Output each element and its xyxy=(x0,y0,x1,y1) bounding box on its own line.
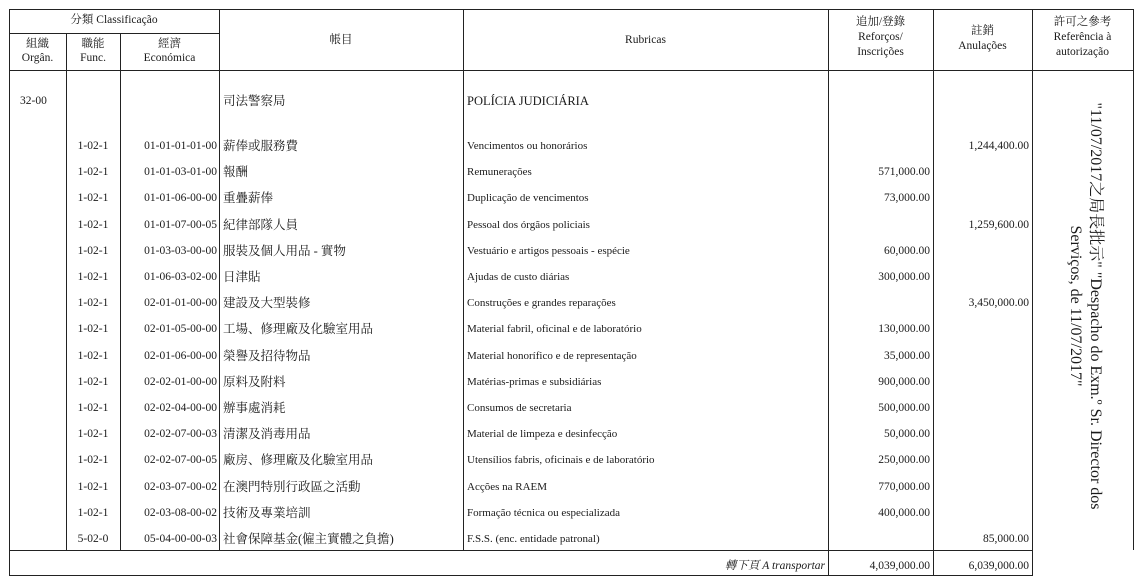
row-func-code: 1-02-1 xyxy=(77,297,109,309)
row-reforco-value: 300,000.00 xyxy=(878,271,930,283)
header-titulo-cn: 帳目 xyxy=(329,34,353,46)
col-divider-econ xyxy=(219,9,220,550)
col-divider-cn xyxy=(463,9,464,550)
table-right-border xyxy=(1133,9,1134,550)
row-reforco-value: 35,000.00 xyxy=(884,350,930,362)
row-rubrica-pt: Vencimentos ou honorários xyxy=(467,140,588,152)
footer-anulacoes-total: 6,039,000.00 xyxy=(968,560,1029,572)
row-anulacao-value: 1,244,400.00 xyxy=(968,140,1029,152)
row-reforco-value: 770,000.00 xyxy=(878,481,930,493)
row-title-cn: 技術及專業培訓 xyxy=(223,506,311,520)
row-econ-code: 01-01-06-00-00 xyxy=(144,192,217,204)
row-reforco-value: 500,000.00 xyxy=(878,402,930,414)
header-organica-cn: 組織 xyxy=(26,38,49,50)
header-bottom-border xyxy=(9,70,1134,71)
col-divider-anulacoes xyxy=(1032,9,1033,576)
header-referencia-cn: 許可之參考 xyxy=(1053,16,1112,28)
header-reforcos-pt2: Inscrições xyxy=(857,46,904,58)
header-reforcos-cn: 追加/登錄 xyxy=(855,16,906,28)
header-funcional-cn: 職能 xyxy=(81,38,105,50)
row-reforco-value: 900,000.00 xyxy=(878,376,930,388)
row-rubrica-pt: Matérias-primas e subsidiárias xyxy=(467,376,602,388)
row-func-code: 1-02-1 xyxy=(77,140,109,152)
row-title-cn: 工場、修理廠及化驗室用品 xyxy=(223,322,374,336)
row-econ-code: 02-02-07-00-05 xyxy=(144,454,217,466)
classification-divider xyxy=(9,33,219,34)
body-bottom-border xyxy=(9,550,1033,551)
row-anulacao-value: 3,450,000.00 xyxy=(968,297,1029,309)
entity-organic-code: 32-00 xyxy=(20,95,47,107)
header-economica-pt: Económica xyxy=(143,52,196,64)
row-reforco-value: 73,000.00 xyxy=(884,192,930,204)
row-econ-code: 02-02-04-00-00 xyxy=(144,402,217,414)
row-title-cn: 紀律部隊人員 xyxy=(223,218,299,232)
row-reforco-value: 50,000.00 xyxy=(884,428,930,440)
table-left-border xyxy=(9,9,10,576)
row-func-code: 1-02-1 xyxy=(77,219,109,231)
row-func-code: 1-02-1 xyxy=(77,245,109,257)
row-func-code: 1-02-1 xyxy=(77,271,109,283)
header-reforcos-pt1: Reforços/ xyxy=(858,31,903,43)
header-classification: 分類 Classificação xyxy=(70,14,158,26)
row-func-code: 1-02-1 xyxy=(77,192,109,204)
row-rubrica-pt: Material de limpeza e desinfecção xyxy=(467,428,618,440)
row-title-cn: 原料及附料 xyxy=(223,375,286,389)
footer-reforcos-total: 4,039,000.00 xyxy=(869,560,930,572)
row-econ-code: 01-01-01-01-00 xyxy=(144,140,217,152)
row-reforco-value: 60,000.00 xyxy=(884,245,930,257)
row-rubrica-pt: Duplicação de vencimentos xyxy=(467,192,589,204)
authorization-text: "11/07/2017之局長批示" "Despacho do Exm.º Sr. Director dos Serviços, de 11/07/2017" xyxy=(1067,102,1104,510)
authorization-cell xyxy=(1037,66,1133,546)
row-rubrica-pt: Utensílios fabris, oficinais e de laboratório xyxy=(467,454,655,466)
row-anulacao-value: 85,000.00 xyxy=(983,533,1029,545)
row-func-code: 1-02-1 xyxy=(77,507,109,519)
col-divider-org xyxy=(66,33,67,550)
col-divider-func xyxy=(120,33,121,550)
row-rubrica-pt: Vestuário e artigos pessoais - espécie xyxy=(467,245,630,257)
row-econ-code: 02-03-08-00-02 xyxy=(144,507,217,519)
row-econ-code: 02-03-07-00-02 xyxy=(144,481,217,493)
row-reforco-value: 400,000.00 xyxy=(878,507,930,519)
row-rubrica-pt: Material fabril, oficinal e de laboratório xyxy=(467,323,642,335)
row-rubrica-pt: Formação técnica ou especializada xyxy=(467,507,621,519)
row-econ-code: 01-01-07-00-05 xyxy=(144,219,217,231)
row-title-cn: 日津貼 xyxy=(223,270,261,284)
row-rubrica-pt: Pessoal dos órgãos policiais xyxy=(467,219,590,231)
row-title-cn: 辦事處消耗 xyxy=(223,401,286,415)
entity-name-cn: 司法警察局 xyxy=(223,94,286,108)
row-func-code: 1-02-1 xyxy=(77,481,109,493)
row-rubrica-pt: Ajudas de custo diárias xyxy=(467,271,570,283)
row-econ-code: 02-02-07-00-03 xyxy=(144,428,217,440)
row-title-cn: 在澳門特別行政區之活動 xyxy=(223,480,361,494)
row-title-cn: 清潔及消毒用品 xyxy=(223,427,311,441)
row-rubrica-pt: F.S.S. (enc. entidade patronal) xyxy=(467,533,600,545)
header-anulacoes-cn: 註銷 xyxy=(971,25,994,37)
header-rubricas: Rubricas xyxy=(625,34,666,46)
entity-name-pt: POLÍCIA JUDICIÁRIA xyxy=(467,94,589,108)
table-bottom-border xyxy=(9,575,1033,576)
row-func-code: 1-02-1 xyxy=(77,166,109,178)
row-func-code: 5-02-0 xyxy=(77,533,109,545)
header-anulacoes-pt: Anulações xyxy=(958,40,1007,52)
row-title-cn: 廠房、修理廠及化驗室用品 xyxy=(223,453,374,467)
row-econ-code: 05-04-00-00-03 xyxy=(144,533,217,545)
row-func-code: 1-02-1 xyxy=(77,323,109,335)
col-divider-reforcos xyxy=(933,9,934,576)
row-title-cn: 社會保障基金(僱主實體之負擔) xyxy=(223,532,394,546)
row-func-code: 1-02-1 xyxy=(77,402,109,414)
header-referencia-pt1: Referência à xyxy=(1053,31,1112,43)
row-rubrica-pt: Remunerações xyxy=(467,166,532,178)
row-title-cn: 建設及大型裝修 xyxy=(223,296,311,310)
row-econ-code: 01-06-03-02-00 xyxy=(144,271,217,283)
row-func-code: 1-02-1 xyxy=(77,350,109,362)
footer-transport-label: 轉下頁 A transportar xyxy=(724,560,825,572)
row-econ-code: 02-02-01-00-00 xyxy=(144,376,217,388)
row-econ-code: 02-01-06-00-00 xyxy=(144,350,217,362)
row-econ-code: 01-01-03-01-00 xyxy=(144,166,217,178)
row-title-cn: 薪俸或服務費 xyxy=(223,139,299,153)
row-func-code: 1-02-1 xyxy=(77,428,109,440)
row-reforco-value: 250,000.00 xyxy=(878,454,930,466)
header-referencia-pt2: autorização xyxy=(1056,46,1109,58)
row-econ-code: 02-01-01-00-00 xyxy=(144,297,217,309)
row-econ-code: 01-03-03-00-00 xyxy=(144,245,217,257)
row-title-cn: 服裝及個人用品 - 實物 xyxy=(223,244,346,258)
row-func-code: 1-02-1 xyxy=(77,376,109,388)
row-func-code: 1-02-1 xyxy=(77,454,109,466)
row-rubrica-pt: Consumos de secretaria xyxy=(467,402,572,414)
row-title-cn: 報酬 xyxy=(223,165,249,179)
row-anulacao-value: 1,259,600.00 xyxy=(968,219,1029,231)
row-title-cn: 榮譽及招待物品 xyxy=(223,349,311,363)
row-rubrica-pt: Acções na RAEM xyxy=(467,481,548,493)
row-reforco-value: 130,000.00 xyxy=(878,323,930,335)
header-economica-cn: 經濟 xyxy=(158,38,181,50)
table-top-border xyxy=(9,9,1134,10)
row-rubrica-pt: Material honorífico e de representação xyxy=(467,350,637,362)
header-organica-pt: Orgân. xyxy=(21,52,54,64)
header-funcional-pt: Func. xyxy=(80,52,106,64)
row-title-cn: 重疊薪俸 xyxy=(223,191,274,205)
row-reforco-value: 571,000.00 xyxy=(878,166,930,178)
row-rubrica-pt: Construções e grandes reparações xyxy=(467,297,616,309)
row-econ-code: 02-01-05-00-00 xyxy=(144,323,217,335)
